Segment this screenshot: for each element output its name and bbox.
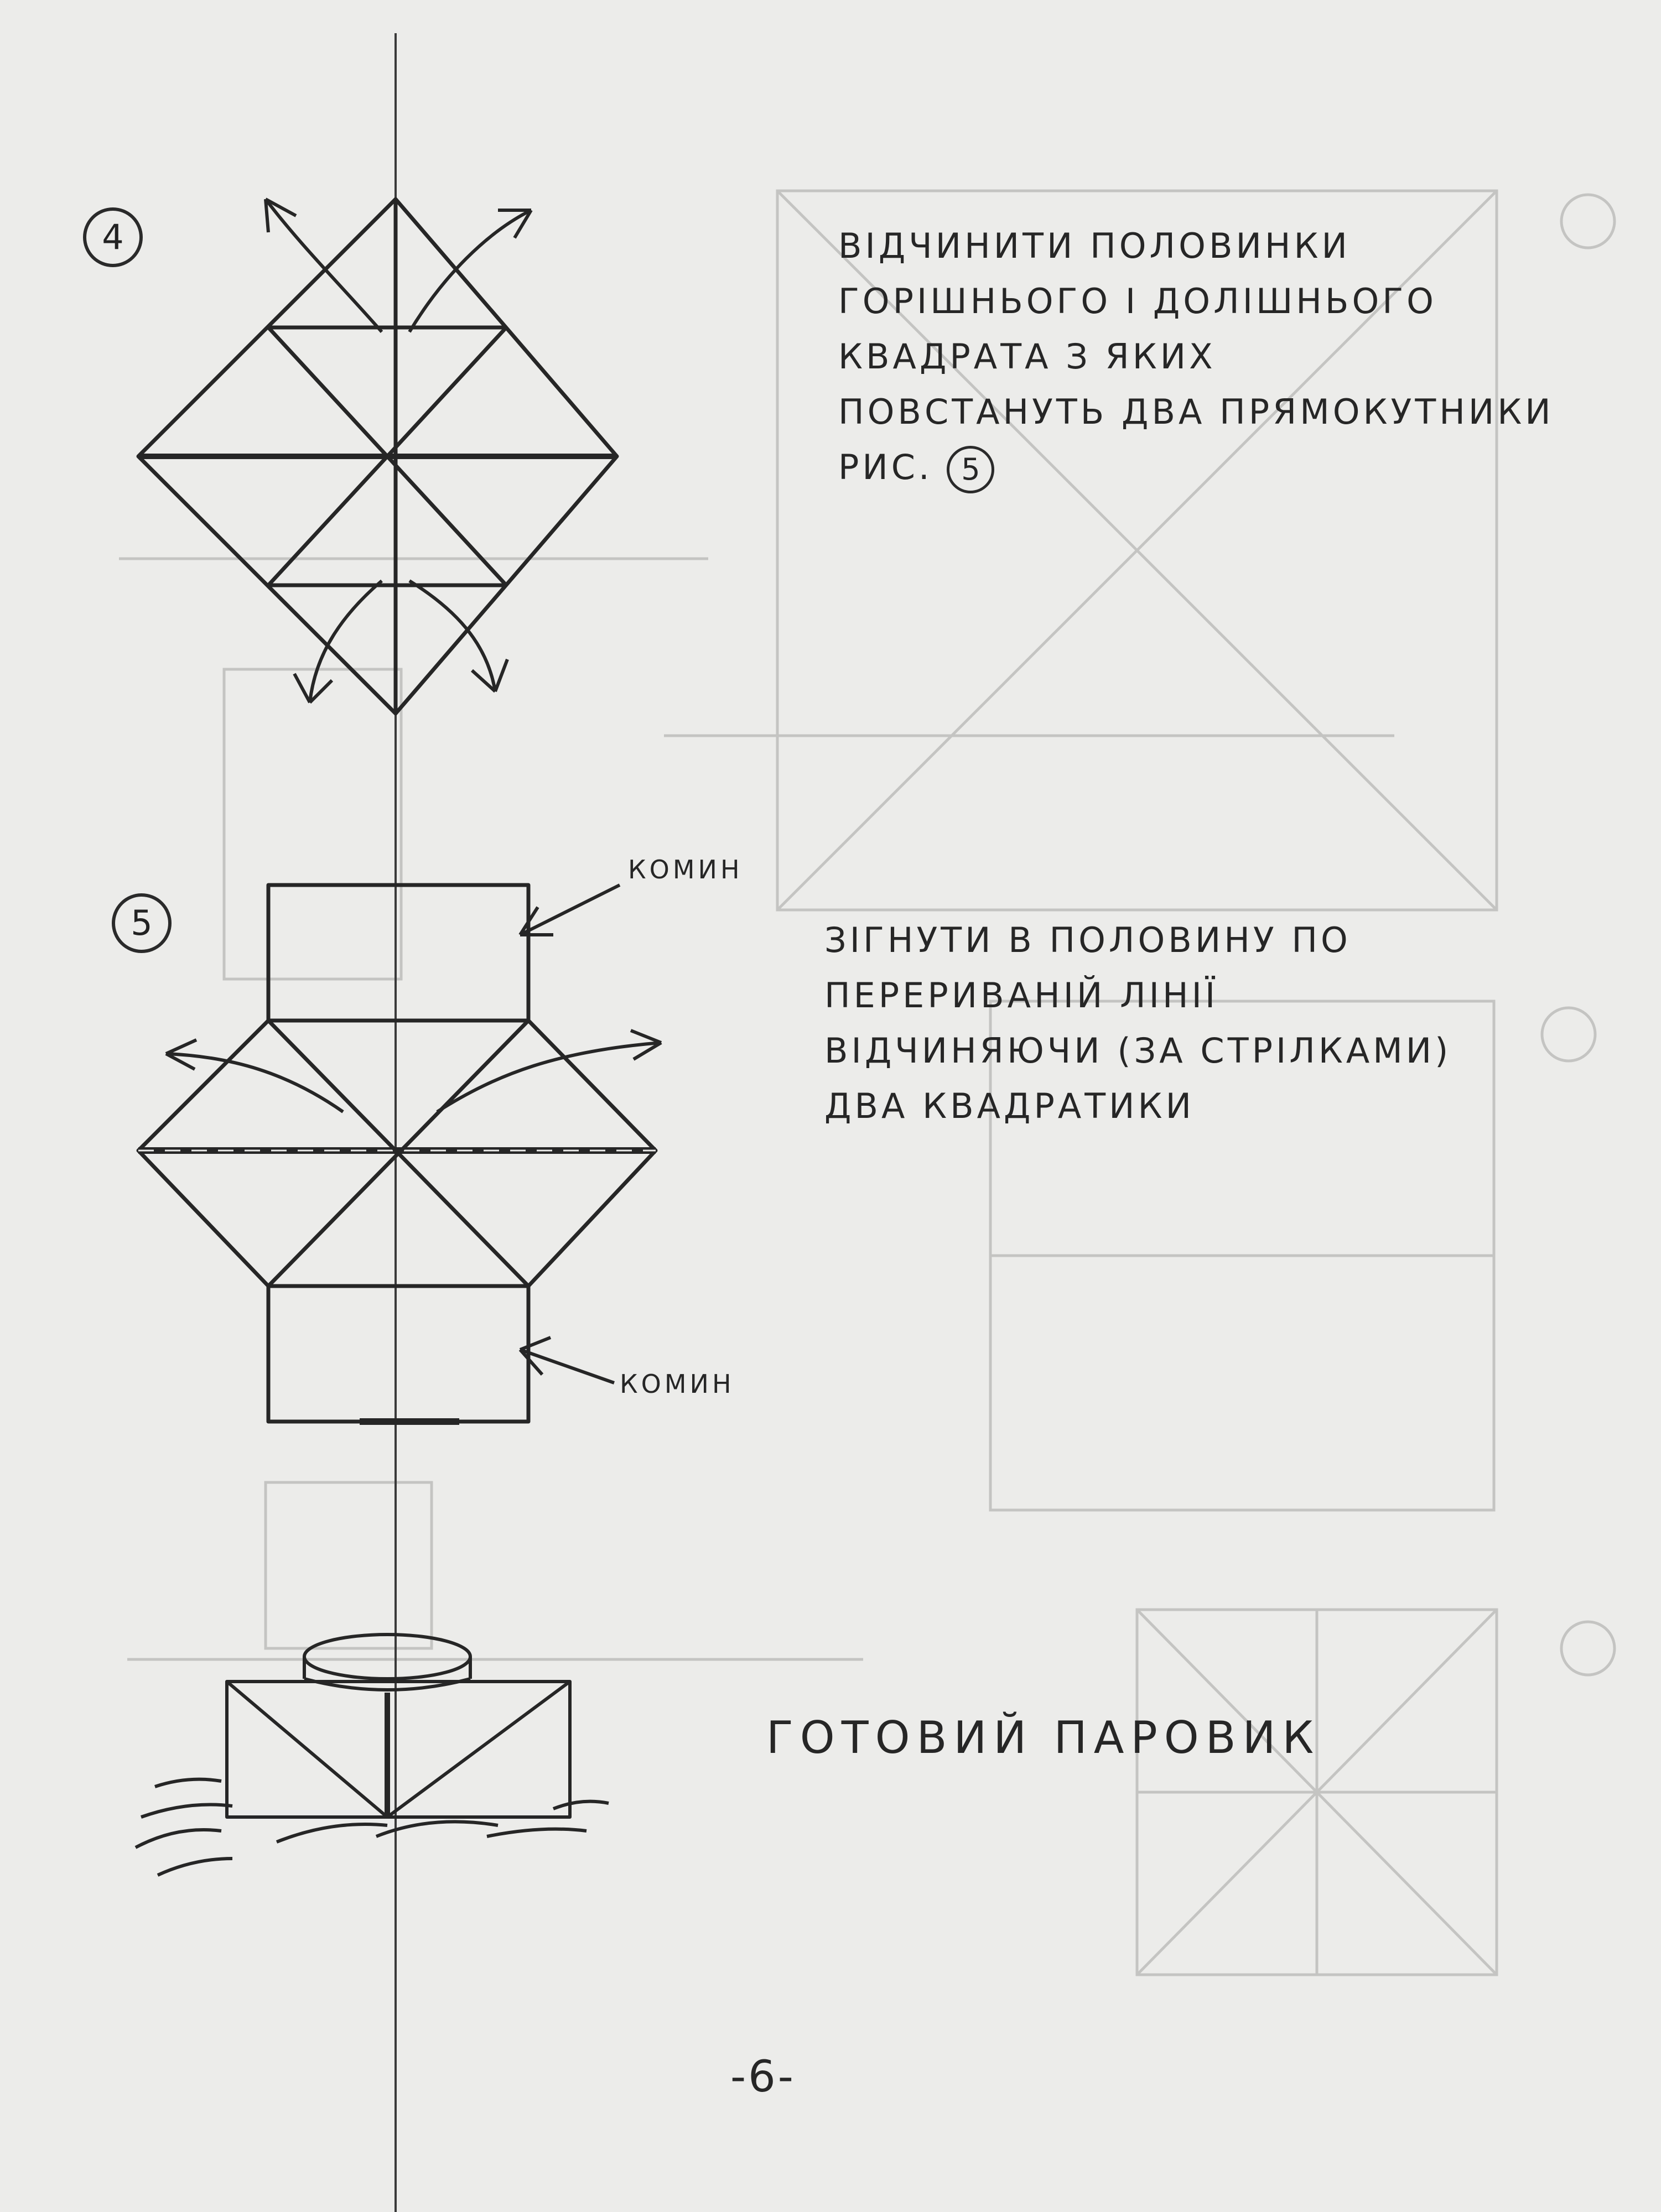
step-4-diagram <box>138 199 617 714</box>
steamboat-drawing <box>136 1635 609 1875</box>
chimney-label-bottom: КОМИН <box>620 1369 735 1399</box>
caption-line: ЗІГНУТИ В ПОЛОВИНУ ПО <box>824 920 1351 960</box>
caption-line: КВАДРАТА З ЯКИХ <box>838 336 1216 377</box>
figure-ref-prefix: РИС. <box>838 447 933 487</box>
caption-line: ВІДЧИНИТИ ПОЛОВИНКИ <box>838 226 1351 266</box>
caption-line: ГОРІШНЬОГО І ДОЛІШНЬОГО <box>838 281 1437 321</box>
caption-line: ПОВСТАНУТЬ ДВА ПРЯМОКУТНИКИ <box>838 392 1554 432</box>
step-4-arrows <box>266 199 531 702</box>
caption-line: ДВА КВАДРАТИКИ <box>824 1086 1195 1126</box>
caption-line: ПЕРЕРИВАНІЙ ЛІНІЇ <box>824 975 1219 1016</box>
result-caption: ГОТОВИЙ ПАРОВИК <box>766 1712 1321 1763</box>
caption-line: ВІДЧИНЯЮЧИ (ЗА СТРІЛКАМИ) <box>824 1030 1452 1071</box>
step-5-diagram <box>138 885 656 1422</box>
page-number: -6- <box>730 2052 796 2102</box>
chimney-label-top: КОМИН <box>628 855 743 884</box>
step-5-number: 5 <box>112 893 172 953</box>
figure-ref-number: 5 <box>947 446 994 493</box>
step-4-caption <box>838 218 1554 495</box>
figure-reference <box>838 440 1554 495</box>
step-5-caption <box>824 913 1451 1134</box>
step-5-arrows <box>166 885 661 1383</box>
step-4-number: 4 <box>83 207 143 267</box>
